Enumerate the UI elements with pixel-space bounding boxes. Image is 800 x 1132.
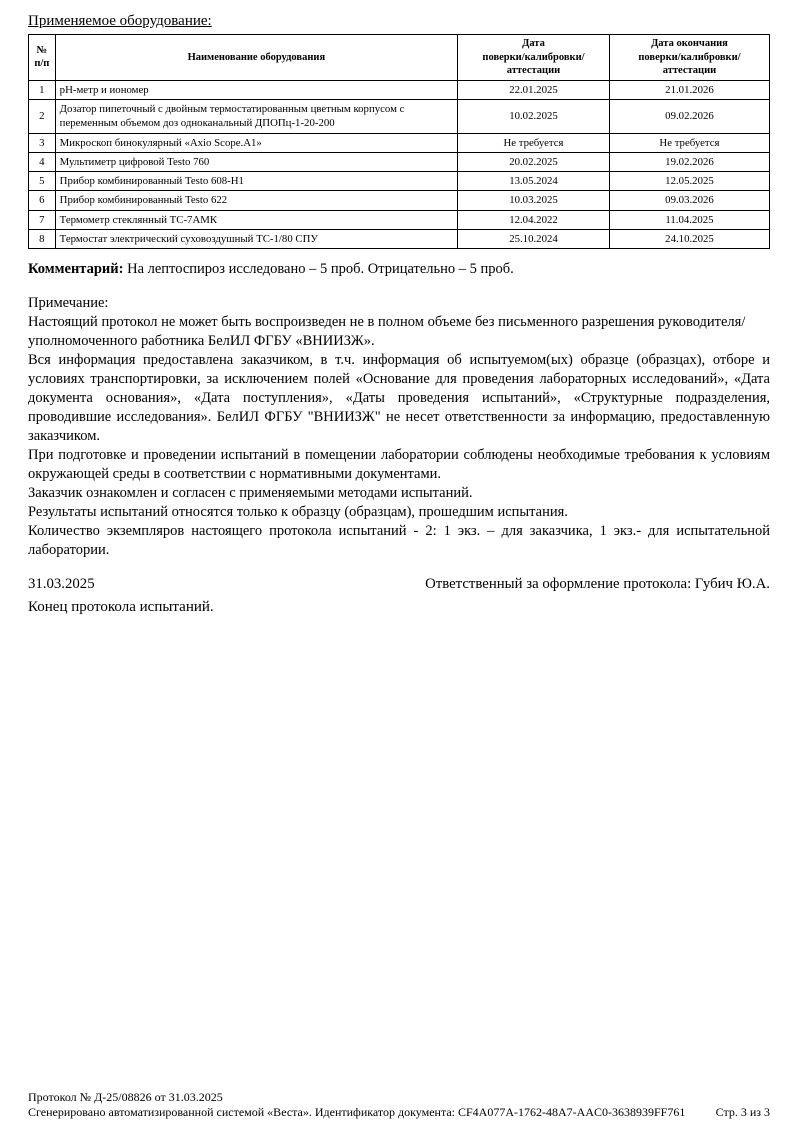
equipment-name: Дозатор пипеточный с двойным термостатированным цветным корпусом с переменным объемом доз одноканальный ДПОПц-1-20-200: [55, 100, 457, 134]
note-paragraph: Настоящий протокол не может быть воспроизведен не в полном объеме без письменного разрешения руководителя/уполномоченного работника БелИЛ ФГБУ «ВНИИЗЖ».: [28, 314, 746, 350]
verification-end-date: 12.05.2025: [609, 172, 769, 191]
equipment-name: pH-метр и иономер: [55, 80, 457, 99]
table-row: [29, 191, 770, 210]
equipment-name: Прибор комбинированный Testo 622: [55, 191, 457, 210]
equipment-name: Мультиметр цифровой Testo 760: [55, 152, 457, 171]
signoff-responsible: Ответственный за оформление протокола: Губич Ю.А.: [425, 576, 770, 593]
verification-date: 12.04.2022: [458, 210, 610, 229]
col-header-number: № п/п: [29, 35, 56, 81]
equipment-table: [28, 34, 770, 249]
verification-end-date: 11.04.2025: [609, 210, 769, 229]
verification-end-date: Не требуется: [609, 133, 769, 152]
table-row: [29, 80, 770, 99]
row-number: 1: [29, 80, 56, 99]
equipment-name: Прибор комбинированный Testo 608-H1: [55, 172, 457, 191]
row-number: 2: [29, 100, 56, 134]
equipment-section-title: Применяемое оборудование:: [28, 13, 212, 29]
equipment-table-body: [29, 80, 770, 248]
notes-label: Примечание:: [28, 295, 109, 312]
note-paragraph: Количество экземпляров настоящего протокола испытаний - 2: 1 экз. – для заказчика, 1 экз.- для испытательной лаборатории.: [28, 523, 770, 559]
note-paragraph: При подготовке и проведении испытаний в помещении лаборатории соблюдены необходимые требования к условиям окружающей среды в соответствии с нормативными документами.: [28, 447, 770, 483]
table-row: [29, 100, 770, 134]
col-header-equipment-name: Наименование оборудования: [55, 35, 457, 81]
note-paragraph: Заказчик ознакомлен и согласен с применяемыми методами испытаний.: [28, 485, 473, 502]
notes-section: [28, 294, 770, 560]
verification-date: 10.03.2025: [458, 191, 610, 210]
comment-label: Комментарий:: [28, 261, 124, 278]
comment-text: На лептоспироз исследовано – 5 проб. Отрицательно – 5 проб.: [127, 261, 514, 278]
table-row: [29, 172, 770, 191]
col-header-verification-end-date: Дата окончания поверки/калибровки/аттестации: [609, 35, 769, 81]
row-number: 7: [29, 210, 56, 229]
verification-end-date: 24.10.2025: [609, 229, 769, 248]
footer-page-number: Стр. 3 из 3: [715, 1105, 770, 1119]
page-footer: [28, 1090, 770, 1120]
verification-end-date: 21.01.2026: [609, 80, 769, 99]
table-row: [29, 152, 770, 171]
verification-date: Не требуется: [458, 133, 610, 152]
notes-paragraphs: [28, 313, 770, 560]
table-header-row: [29, 35, 770, 81]
equipment-name: Термостат электрический суховоздушный ТС-1/80 СПУ: [55, 229, 457, 248]
equipment-name: Микроскоп бинокулярный «Axio Scope.A1»: [55, 133, 457, 152]
row-number: 3: [29, 133, 56, 152]
table-row: [29, 210, 770, 229]
table-row: [29, 229, 770, 248]
row-number: 5: [29, 172, 56, 191]
table-row: [29, 133, 770, 152]
footer-protocol-number: Протокол № Д-25/08826 от 31.03.2025: [28, 1090, 223, 1104]
note-paragraph: Вся информация предоставлена заказчиком, в т.ч. информация об испытуемом(ых) образце (образцах), отборе и условиях транспортировки, за исключением полей «Основание для проведения лабораторных исследований», «Дата документа основания», «Дата поступления», «Даты проведения испытаний», «Структурные подразделения, проводившие исследования». БелИЛ ФГБУ "ВНИИЗЖ" не несет ответственности за информацию, предоставленную заказчиком.: [28, 352, 770, 445]
verification-date: 13.05.2024: [458, 172, 610, 191]
verification-date: 20.02.2025: [458, 152, 610, 171]
signoff-date: 31.03.2025: [28, 576, 95, 593]
verification-date: 10.02.2025: [458, 100, 610, 134]
protocol-end-line: Конец протокола испытаний.: [28, 599, 214, 616]
equipment-name: Термометр стеклянный ТС-7АМК: [55, 210, 457, 229]
note-paragraph: Результаты испытаний относятся только к образцу (образцам), прошедшим испытания.: [28, 504, 568, 521]
signoff-row: [28, 575, 770, 594]
col-header-verification-date: Дата поверки/калибровки/аттестации: [458, 35, 610, 81]
verification-end-date: 09.02.2026: [609, 100, 769, 134]
verification-end-date: 19.02.2026: [609, 152, 769, 171]
verification-date: 22.01.2025: [458, 80, 610, 99]
verification-end-date: 09.03.2026: [609, 191, 769, 210]
row-number: 8: [29, 229, 56, 248]
verification-date: 25.10.2024: [458, 229, 610, 248]
footer-generated-info: Сгенерировано автоматизированной системой «Веста». Идентификатор документа: CF4A077A-1762-48A7-AAC0-3638939FF761: [28, 1105, 686, 1119]
row-number: 6: [29, 191, 56, 210]
row-number: 4: [29, 152, 56, 171]
comment-line: [28, 260, 770, 279]
